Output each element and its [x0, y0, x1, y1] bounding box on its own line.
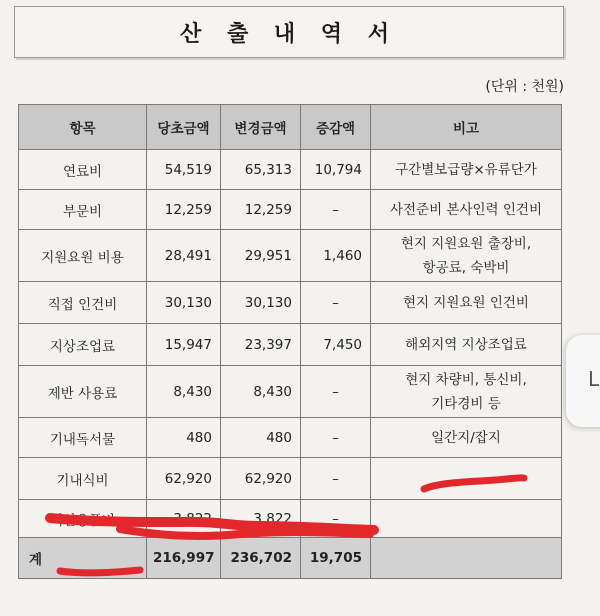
note-line: 사전준비 본사인력 인건비 [389, 201, 543, 218]
table-row [19, 366, 562, 418]
cell-diff: – [301, 190, 371, 230]
total-note [371, 538, 562, 579]
cell-original: 30,130 [147, 282, 221, 324]
table-row [19, 230, 562, 282]
table-row [19, 150, 562, 190]
cell-diff: – [301, 366, 371, 418]
cell-item: 지상조업료 [19, 324, 147, 366]
note-line: 현지 지원요원 출장비, [400, 235, 532, 252]
cell-diff: 10,794 [301, 150, 371, 190]
cell-changed: 23,397 [221, 324, 301, 366]
cell-diff: – [301, 458, 371, 500]
cell-changed: 8,430 [221, 366, 301, 418]
cell-original: 15,947 [147, 324, 221, 366]
cell-note [371, 324, 562, 366]
table-row [19, 190, 562, 230]
header-row [19, 105, 562, 150]
cell-note [371, 418, 562, 458]
cell-original: 62,920 [147, 458, 221, 500]
cell-original: 54,519 [147, 150, 221, 190]
total-original: 216,997 [147, 538, 221, 579]
cell-diff: – [301, 500, 371, 538]
total-label: 계 [19, 538, 147, 579]
document-title-box [14, 6, 564, 58]
cell-item: 기내독서물 [19, 418, 147, 458]
cell-original: 480 [147, 418, 221, 458]
cost-breakdown-table [18, 104, 562, 579]
cell-original: 3,822 [147, 500, 221, 538]
total-diff: 19,705 [301, 538, 371, 579]
cell-note [371, 366, 562, 418]
side-panel-glyph: L [588, 367, 600, 391]
cell-note [371, 500, 562, 538]
cell-diff: 7,450 [301, 324, 371, 366]
total-changed: 236,702 [221, 538, 301, 579]
cell-changed: 3,822 [221, 500, 301, 538]
cell-changed: 12,259 [221, 190, 301, 230]
table-row [19, 500, 562, 538]
table-row [19, 458, 562, 500]
cell-item: 직접 인건비 [19, 282, 147, 324]
header-note: 비고 [371, 105, 562, 150]
cell-note [371, 150, 562, 190]
cell-original: 28,491 [147, 230, 221, 282]
note-line: 현지 차량비, 통신비, [405, 371, 527, 388]
side-panel-tab[interactable] [566, 335, 600, 427]
cell-changed: 30,130 [221, 282, 301, 324]
note-line: 항공료, 숙박비 [422, 259, 510, 276]
cell-changed: 29,951 [221, 230, 301, 282]
cell-diff: – [301, 282, 371, 324]
cell-item: 객실용품비 [19, 500, 147, 538]
header-original: 당초금액 [147, 105, 221, 150]
cell-item: 지원요원 비용 [19, 230, 147, 282]
cell-original: 12,259 [147, 190, 221, 230]
note-line: 해외지역 지상조업료 [405, 336, 527, 353]
cell-changed: 480 [221, 418, 301, 458]
cell-note [371, 230, 562, 282]
total-row [19, 538, 562, 579]
header-diff: 증감액 [301, 105, 371, 150]
cell-changed: 62,920 [221, 458, 301, 500]
note-line: 현지 지원요원 인건비 [403, 294, 529, 311]
table-row [19, 418, 562, 458]
cell-item: 제반 사용료 [19, 366, 147, 418]
table-row [19, 324, 562, 366]
note-line: 구간별보급량×유류단가 [395, 161, 537, 178]
unit-label: (단위 : 천원) [485, 79, 564, 95]
cell-original: 8,430 [147, 366, 221, 418]
cell-item: 기내식비 [19, 458, 147, 500]
cell-diff: – [301, 418, 371, 458]
table-row [19, 282, 562, 324]
cell-note [371, 190, 562, 230]
cell-changed: 65,313 [221, 150, 301, 190]
header-changed: 변경금액 [221, 105, 301, 150]
cell-item: 부문비 [19, 190, 147, 230]
cell-item: 연료비 [19, 150, 147, 190]
header-item: 항목 [19, 105, 147, 150]
document-title: 산 출 내 역 서 [180, 21, 398, 47]
cell-diff: 1,460 [301, 230, 371, 282]
cell-note [371, 458, 562, 500]
note-line: 일간지/잡지 [431, 429, 501, 446]
cell-note [371, 282, 562, 324]
note-line: 기타경비 등 [431, 395, 501, 412]
